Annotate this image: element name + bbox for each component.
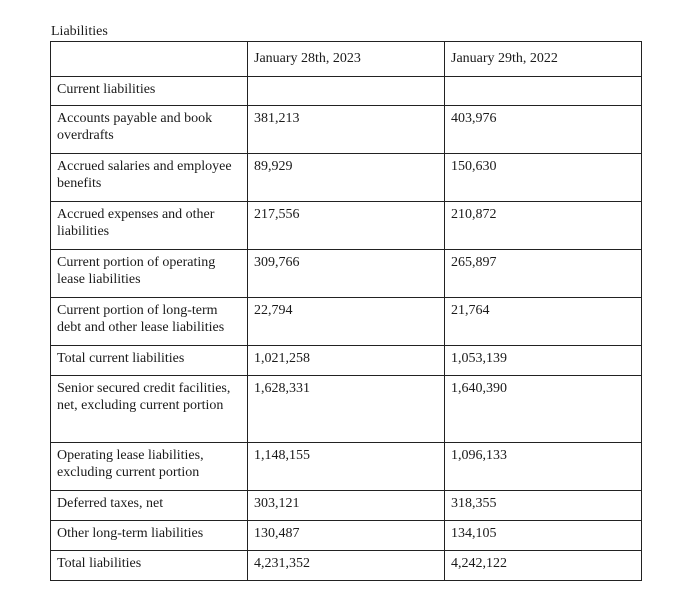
row-value-2022: 403,976 [445,106,642,154]
section-row [51,77,642,106]
table-row [51,551,642,581]
table-row [51,346,642,376]
row-label: Deferred taxes, net [51,491,248,521]
row-value-2022: 21,764 [445,298,642,346]
table-row [51,376,642,443]
row-value-2023: 22,794 [248,298,445,346]
table-row [51,154,642,202]
row-value-2022: 134,105 [445,521,642,551]
row-value-2022: 4,242,122 [445,551,642,581]
row-value-2023: 381,213 [248,106,445,154]
row-value-2023: 309,766 [248,250,445,298]
table-row [51,443,642,491]
row-label: Operating lease liabilities, excluding current portion [51,443,248,491]
row-value-2022: 210,872 [445,202,642,250]
header-2023: January 28th, 2023 [248,42,445,77]
row-label: Accounts payable and book overdrafts [51,106,248,154]
table-row [51,521,642,551]
table-row [51,298,642,346]
row-value-2023: 4,231,352 [248,551,445,581]
row-value-2023: 1,148,155 [248,443,445,491]
row-label: Other long-term liabilities [51,521,248,551]
row-value-2023: 303,121 [248,491,445,521]
row-label: Senior secured credit facilities, net, excluding current portion [51,376,248,443]
row-value-2022: 265,897 [445,250,642,298]
table-row [51,250,642,298]
row-value-2022: 1,096,133 [445,443,642,491]
table-row [51,202,642,250]
row-value-2022: 1,640,390 [445,376,642,443]
row-value-2022: 1,053,139 [445,346,642,376]
table-row [51,106,642,154]
header-label-cell [51,42,248,77]
liabilities-table [50,41,642,581]
row-label: Total current liabilities [51,346,248,376]
row-value-2023: 89,929 [248,154,445,202]
table-row [51,491,642,521]
row-value-2022: 318,355 [445,491,642,521]
row-label: Total liabilities [51,551,248,581]
row-label: Current portion of long-term debt and other lease liabilities [51,298,248,346]
row-value-2023: 1,021,258 [248,346,445,376]
row-label: Current portion of operating lease liabilities [51,250,248,298]
row-value-2023: 1,628,331 [248,376,445,443]
row-label: Accrued salaries and employee benefits [51,154,248,202]
header-2022: January 29th, 2022 [445,42,642,77]
row-value-2022: 150,630 [445,154,642,202]
row-value-2023: 217,556 [248,202,445,250]
row-label: Accrued expenses and other liabilities [51,202,248,250]
header-row [51,42,642,77]
table-caption: Liabilities [51,24,108,39]
section-label: Current liabilities [51,77,248,106]
row-value-2023: 130,487 [248,521,445,551]
